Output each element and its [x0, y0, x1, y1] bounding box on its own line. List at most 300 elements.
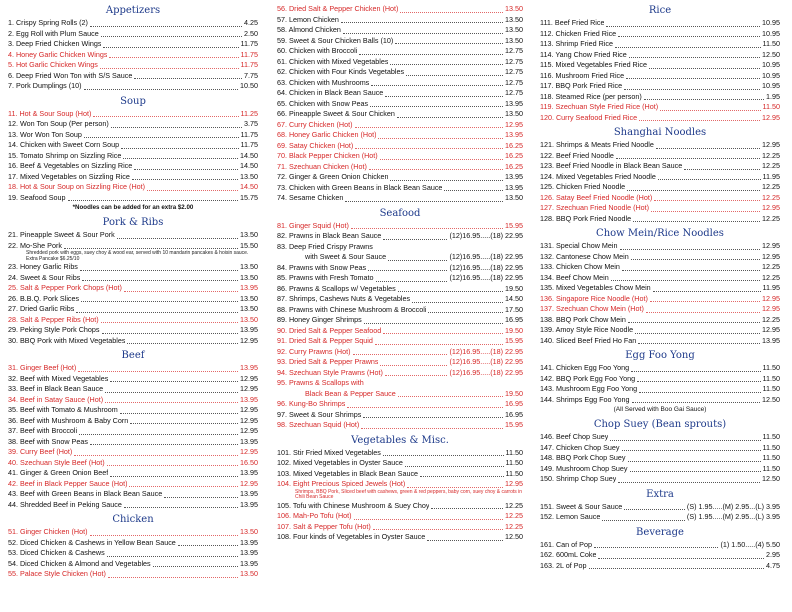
dot-leader — [354, 519, 503, 520]
menu-item — [277, 357, 523, 368]
menu-item-name: 33. Beef in Black Bean Sauce — [8, 384, 104, 393]
menu-item — [8, 151, 258, 162]
dot-leader — [369, 169, 503, 170]
menu-item-price: 12.95 — [240, 373, 258, 383]
dot-leader — [82, 280, 238, 281]
menu-item-price: 13.95 — [505, 172, 523, 181]
dot-leader — [351, 228, 503, 229]
menu-item-price: 13.50 — [240, 262, 258, 271]
dot-leader — [398, 291, 503, 292]
dot-leader — [107, 556, 238, 557]
menu-item — [277, 284, 523, 295]
menu-item-name: 15. Tomato Shrimp on Sizzling Rice — [8, 150, 122, 160]
menu-item — [540, 325, 780, 336]
menu-item — [8, 161, 258, 172]
menu-item — [540, 252, 780, 263]
dot-leader — [363, 417, 503, 418]
menu-item-price: 15.95 — [505, 420, 523, 429]
menu-item-price: 13.50 — [240, 527, 258, 536]
dot-leader — [627, 190, 760, 191]
menu-item-name: 111. Beef Fried Rice — [540, 18, 605, 27]
menu-item — [8, 548, 258, 559]
menu-item-name: 86. Prawns & Scallops w/ Vegetables — [277, 283, 396, 293]
dot-leader — [624, 509, 685, 510]
menu-item — [277, 479, 523, 490]
menu-item — [540, 71, 780, 82]
dot-leader — [134, 78, 242, 79]
dot-leader — [383, 455, 504, 456]
menu-item — [8, 500, 258, 511]
dot-leader — [405, 466, 504, 467]
menu-item — [8, 447, 258, 458]
menu-item-name: 59. Sweet & Sour Chicken Balls (10) — [277, 35, 394, 45]
dot-leader — [108, 577, 238, 578]
menu-item-price: 11.75 — [240, 129, 258, 139]
menu-item — [540, 140, 780, 151]
dot-leader — [383, 333, 503, 334]
menu-item — [8, 489, 258, 500]
menu-item — [540, 512, 780, 523]
menu-item — [277, 172, 523, 183]
menu-item — [8, 50, 258, 61]
section-title: Chicken — [112, 514, 154, 525]
menu-item — [8, 538, 258, 549]
menu-item-name: 72. Ginger & Green Onion Chicken — [277, 172, 389, 181]
menu-item-name: 104. Eight Precious Spiced Jewels (Hot) — [277, 479, 406, 488]
menu-item-name: 81. Ginger Squid (Hot) — [277, 220, 349, 230]
dot-leader — [620, 249, 760, 250]
menu-item-price: 11.75 — [240, 49, 258, 59]
dot-leader — [383, 239, 447, 240]
menu-item-price: 13.50 — [240, 272, 258, 282]
dot-leader — [431, 508, 503, 509]
dot-leader — [633, 221, 760, 222]
menu-item-price: 12.95 — [240, 426, 258, 435]
dot-leader — [639, 120, 760, 121]
dot-leader — [602, 520, 685, 521]
menu-item-name: 125. Chicken Fried Noodle — [540, 182, 626, 191]
section-title: Appetizers — [105, 5, 161, 16]
menu-item-name: 60. Chicken with Broccoli — [277, 46, 358, 55]
menu-item-name: 25. Salt & Pepper Pork Chops (Hot) — [8, 283, 122, 292]
dot-leader — [594, 547, 719, 548]
menu-item-name: 134. Beef Chow Mein — [540, 272, 609, 282]
menu-item — [277, 36, 523, 47]
menu-item — [277, 399, 523, 410]
menu-item — [8, 458, 258, 469]
dot-leader — [371, 85, 503, 86]
menu-item-price: 11.25 — [240, 108, 258, 118]
menu-item-name: 122. Beef Fried Noodle — [540, 150, 614, 160]
menu-item — [540, 193, 780, 204]
menu-item — [540, 304, 780, 315]
menu-item-price: 12.75 — [505, 67, 523, 76]
menu-item — [277, 151, 523, 162]
menu-item-price: 12.50 — [762, 394, 780, 404]
menu-item-name: 4. Honey Garlic Chicken Wings — [8, 49, 108, 59]
menu-item-price: 10.95 — [762, 18, 780, 27]
menu-item — [277, 57, 523, 68]
section-title: Vegetables & Misc. — [351, 434, 449, 446]
menu-item-name: 115. Mixed Vegetables Fried Rice — [540, 60, 647, 69]
dot-leader — [618, 482, 760, 483]
section-title: Soup — [120, 95, 146, 107]
menu-item-price: 12.95 — [240, 405, 258, 414]
menu-item-name: 53. Diced Chicken & Cashews — [8, 548, 105, 557]
menu-item-name: 1. Crispy Spring Rolls (2) — [8, 18, 88, 27]
menu-item-price: 13.95 — [240, 537, 258, 547]
menu-item-name: 126. Satay Beef Fried Noodle (Hot) — [540, 192, 653, 202]
menu-item-price: 12.50 — [762, 49, 780, 59]
dot-leader — [653, 291, 761, 292]
dot-leader — [629, 57, 760, 58]
menu-item — [277, 326, 523, 337]
menu-item-name: 89. Honey Ginger Shrimps — [277, 315, 362, 324]
dot-leader — [397, 117, 503, 118]
menu-item-price: 13.50 — [505, 109, 523, 118]
menu-item-name: 91. Dried Salt & Pepper Squid — [277, 336, 373, 345]
menu-item — [277, 378, 523, 389]
dot-leader — [101, 36, 242, 37]
menu-item — [277, 46, 523, 57]
menu-item-name: 16. Beef & Vegetables on Sizzling Rice — [8, 161, 133, 170]
menu-item-name: 29. Peking Style Pork Chops — [8, 325, 100, 334]
menu-item-price: 10.95 — [762, 28, 780, 38]
menu-item-price: 15.75 — [240, 192, 258, 202]
menu-item-name: 95. Prawns & Scallops with — [277, 378, 364, 387]
menu-item-price: 11.50 — [762, 453, 780, 462]
dot-leader — [639, 392, 760, 393]
dot-leader — [102, 333, 239, 334]
menu-item — [540, 113, 780, 124]
menu-item-name: 28. Salt & Pepper Ribs (Hot) — [8, 314, 99, 324]
menu-item-price: 12.75 — [505, 46, 523, 55]
menu-item-name: 119. Szechuan Style Fried Rice (Hot) — [540, 102, 659, 111]
dot-leader — [635, 333, 760, 334]
section-title: Extra — [646, 488, 674, 500]
menu-item — [8, 262, 258, 273]
dot-leader — [380, 159, 503, 160]
menu-item — [277, 522, 523, 533]
menu-item-name: 3. Deep Fried Chicken Wings — [8, 39, 102, 48]
dot-leader — [376, 281, 448, 282]
menu-item-price: 16.95 — [505, 399, 523, 408]
menu-item — [540, 395, 780, 406]
menu-item-name: 66. Pineapple Sweet & Sour Chicken — [277, 109, 395, 118]
menu-item-price: 12.75 — [505, 56, 523, 66]
menu-item-price: (12)16.95.....(18) 22.95 — [449, 273, 523, 282]
menu-item-name: 43. Beef with Green Beans in Black Bean Sauce — [8, 489, 163, 498]
menu-item-name: 97. Sweet & Sour Shrimps — [277, 409, 362, 419]
menu-item — [8, 283, 258, 294]
menu-item-name: 40. Szechuan Style Beef (Hot) — [8, 457, 105, 467]
menu-item — [8, 569, 258, 580]
menu-item-name: 7. Pork Dumplings (10) — [8, 81, 82, 90]
menu-item — [277, 458, 523, 469]
dot-leader — [121, 148, 238, 149]
menu-item-name: 124. Mixed Vegetables Fried Noodle — [540, 171, 656, 181]
dot-leader — [353, 354, 448, 355]
dot-leader — [660, 110, 760, 111]
menu-item-name: 61. Chicken with Mixed Vegetables — [277, 56, 389, 66]
dot-leader — [390, 180, 503, 181]
menu-item — [8, 363, 258, 374]
menu-item-price: 12.25 — [762, 182, 780, 191]
menu-item-price: 11.50 — [505, 458, 523, 467]
dot-leader — [656, 148, 760, 149]
menu-item-price: 13.95 — [240, 436, 258, 446]
dot-leader — [178, 545, 238, 546]
dot-leader — [355, 127, 504, 128]
menu-item-name: 123. Beef Fried Noodle in Black Bean Sauce — [540, 161, 683, 170]
menu-column-1 — [8, 4, 258, 580]
menu-item — [540, 464, 780, 475]
menu-item — [8, 405, 258, 416]
menu-item — [277, 242, 523, 253]
dot-leader — [395, 43, 503, 44]
menu-item-name: 5. Hot Garlic Chicken Wings — [8, 60, 98, 69]
dot-leader — [124, 291, 238, 292]
dot-leader — [79, 434, 238, 435]
menu-item — [8, 119, 258, 130]
section-title: Rice — [648, 5, 672, 16]
menu-item-price: 12.95 — [240, 384, 258, 393]
menu-item — [540, 18, 780, 29]
section-title: Chop Suey (Bean sprouts) — [593, 419, 727, 430]
menu-item — [540, 241, 780, 252]
menu-item-name: 71. Szechuan Chicken (Hot) — [277, 161, 367, 171]
menu-item-name: 117. BBQ Pork Fried Rice — [540, 81, 623, 90]
menu-item-price: 16.50 — [240, 457, 258, 467]
menu-item — [8, 384, 258, 395]
menu-item — [8, 315, 258, 326]
dot-leader — [117, 238, 238, 239]
menu-item-name: 32. Beef with Mixed Vegetables — [8, 373, 109, 383]
menu-item-name: 137. Szechuan Chow Mein (Hot) — [540, 304, 644, 313]
menu-item-price: 4.25 — [244, 18, 258, 27]
section-footnote: *Noodles can be added for an extra $2.00 — [72, 204, 194, 211]
menu-item-price: 12.25 — [505, 521, 523, 531]
menu-item — [540, 29, 780, 40]
menu-item-price: 4.75 — [766, 560, 780, 570]
menu-item — [8, 395, 258, 406]
menu-item — [8, 130, 258, 141]
menu-item-price: 13.95 — [505, 130, 523, 139]
dot-leader — [355, 148, 503, 149]
menu-item-price: (12)16.95.....(18) 22.95 — [449, 367, 523, 377]
dot-leader — [630, 471, 761, 472]
menu-item-price: 12.25 — [762, 161, 780, 170]
menu-item-name: 135. Mixed Vegetables Chow Mein — [540, 283, 651, 292]
dot-leader — [129, 486, 238, 487]
menu-item-price: 2.95 — [766, 550, 780, 559]
menu-item — [8, 468, 258, 479]
menu-item-price: 12.95 — [762, 304, 780, 313]
menu-item-price: 13.95 — [240, 499, 258, 509]
dot-leader — [622, 450, 761, 451]
menu-item-name: 120. Curry Seafood Fried Rice — [540, 112, 638, 122]
menu-item-price: 12.95 — [240, 335, 258, 345]
dot-leader — [380, 365, 447, 366]
dot-leader — [81, 301, 238, 302]
dot-leader — [626, 78, 760, 79]
dot-leader — [359, 54, 503, 55]
menu-item-price: 15.50 — [240, 240, 258, 250]
menu-item-price: 16.95 — [505, 315, 523, 324]
menu-item-name: 150. Shrimp Chop Suey — [540, 474, 617, 483]
menu-item — [8, 294, 258, 305]
menu-item-price: (12)16.95.....(18) 22.95 — [449, 231, 523, 240]
menu-item — [277, 347, 523, 358]
menu-item-price: 11.50 — [762, 442, 780, 452]
menu-item — [8, 437, 258, 448]
menu-item-name: 108. Four kinds of Vegetables in Oyster Sauce — [277, 532, 426, 541]
menu-item-price: 12.95 — [505, 479, 523, 488]
menu-item-name: 140. Sliced Beef Fried Ho Fan — [540, 335, 637, 345]
menu-item-price: 12.95 — [240, 415, 258, 425]
menu-item-name: 138. BBQ Pork Chow Mein — [540, 314, 626, 324]
dot-leader — [606, 26, 760, 27]
menu-item — [277, 273, 523, 284]
dot-leader — [74, 455, 238, 456]
menu-item — [540, 294, 780, 305]
menu-item-price: 14.50 — [505, 294, 523, 303]
menu-item-price: 13.95 — [240, 548, 258, 557]
menu-item — [277, 130, 523, 141]
menu-item-price: 11.50 — [762, 39, 780, 48]
menu-item — [8, 140, 258, 151]
menu-item-price: (12)16.95.....(18) 22.95 — [449, 346, 523, 356]
menu-item-price: 16.25 — [505, 151, 523, 160]
dot-leader — [123, 158, 238, 159]
dot-leader — [368, 270, 447, 271]
menu-item-name: 143. Mushroom Egg Foo Yong — [540, 384, 638, 393]
menu-item-name: 163. 2L of Pop — [540, 560, 587, 570]
menu-item — [540, 540, 780, 551]
menu-item — [8, 182, 258, 193]
menu-item-price: 12.95 — [762, 140, 780, 149]
dot-leader — [100, 68, 239, 69]
menu-item-name: 152. Lemon Sauce — [540, 512, 601, 521]
menu-item-name: 68. Honey Garlic Chicken (Hot) — [277, 130, 377, 139]
menu-item-price: 11.95 — [762, 171, 780, 181]
menu-item-price: 15.95 — [505, 220, 523, 230]
menu-item — [540, 60, 780, 71]
dot-leader — [109, 57, 238, 58]
menu-item — [540, 432, 780, 443]
menu-item-price: 12.25 — [762, 213, 780, 223]
menu-item — [277, 15, 523, 26]
menu-item — [540, 182, 780, 193]
menu-item-name: 41. Ginger & Green Onion Beef — [8, 468, 109, 477]
menu-item — [277, 162, 523, 173]
menu-item-price: 1.95 — [766, 91, 780, 101]
menu-item — [277, 231, 523, 242]
dot-leader — [650, 301, 760, 302]
menu-item-price: 13.50 — [240, 314, 258, 324]
dot-leader — [378, 138, 503, 139]
dot-leader — [398, 396, 503, 397]
menu-item-price: 11.50 — [762, 102, 780, 111]
menu-item-price: 11.75 — [240, 140, 258, 149]
menu-item — [277, 141, 523, 152]
menu-item-price: 12.25 — [505, 500, 523, 510]
dot-leader — [444, 190, 503, 191]
menu-item — [277, 294, 523, 305]
menu-item-price: 15.95 — [505, 336, 523, 345]
dot-leader — [618, 36, 760, 37]
menu-item-name: 21. Pineapple Sweet & Sour Pork — [8, 230, 115, 239]
menu-item-name: 39. Curry Beef (Hot) — [8, 447, 73, 456]
menu-item-name: 142. BBQ Pork Egg Foo Yong — [540, 373, 636, 383]
menu-item — [277, 88, 523, 99]
dot-leader — [147, 190, 238, 191]
menu-item-price: 11.75 — [240, 60, 258, 69]
menu-item — [277, 193, 523, 204]
dot-leader — [364, 323, 503, 324]
menu-item-price: 12.25 — [762, 192, 780, 202]
menu-item-name: with Sweet & Sour Sauce — [305, 252, 387, 261]
menu-item — [540, 561, 780, 572]
menu-item-name: 36. Beef with Mushroom & Baby Corn — [8, 415, 129, 425]
dot-leader — [400, 12, 503, 13]
menu-item — [277, 305, 523, 316]
dot-leader — [90, 444, 238, 445]
menu-item-price: 12.25 — [762, 262, 780, 271]
menu-item-name: 27. Dried Garlic Ribs — [8, 304, 75, 313]
menu-item-name: 144. Shrimps Egg Foo Yong — [540, 394, 630, 404]
menu-item-name: 24. Sweet & Sour Ribs — [8, 272, 81, 282]
section-title: Egg Foo Yong — [625, 350, 695, 361]
menu-item — [277, 67, 523, 78]
menu-item — [540, 161, 780, 172]
menu-item — [277, 336, 523, 347]
menu-item — [540, 363, 780, 374]
menu-item — [277, 99, 523, 110]
menu-item-name: 147. Chicken Chop Suey — [540, 442, 620, 452]
menu-item-price: (S) 1.95.....(M) 2.95...(L) 3.95 — [686, 501, 780, 511]
menu-item — [8, 230, 258, 241]
dot-leader — [684, 169, 760, 170]
menu-item — [8, 193, 258, 204]
menu-item — [8, 60, 258, 71]
menu-item-price: 13.95 — [240, 325, 258, 334]
menu-item-name: 12. Won Ton Soup (Per person) — [8, 119, 109, 128]
menu-item — [8, 39, 258, 50]
menu-item-price: 14.50 — [240, 150, 258, 160]
menu-item-price: 10.95 — [762, 60, 780, 69]
menu-item-name: 94. Szechuan Style Prawns (Hot) — [277, 367, 383, 377]
dot-leader — [628, 322, 760, 323]
menu-item-price: 16.25 — [505, 140, 523, 150]
menu-item — [277, 368, 523, 379]
section-title: Seafood — [379, 207, 421, 219]
menu-item-name: 85. Prawns with Fresh Tomato — [277, 273, 374, 282]
dot-leader — [646, 312, 760, 313]
menu-item-price: 19.50 — [505, 388, 523, 398]
menu-item — [540, 102, 780, 113]
menu-item-price: 11.50 — [762, 363, 780, 372]
menu-item-name: 56. Dried Salt & Pepper Chicken (Hot) — [277, 4, 399, 13]
menu-item — [8, 172, 258, 183]
menu-column-3 — [540, 4, 780, 571]
dot-leader — [615, 47, 761, 48]
menu-item-price: 13.50 — [240, 304, 258, 313]
menu-item-name: 93. Dried Salt & Pepper Prawns — [277, 357, 379, 366]
menu-item — [540, 336, 780, 347]
dot-leader — [90, 535, 239, 536]
dot-leader — [90, 26, 242, 27]
